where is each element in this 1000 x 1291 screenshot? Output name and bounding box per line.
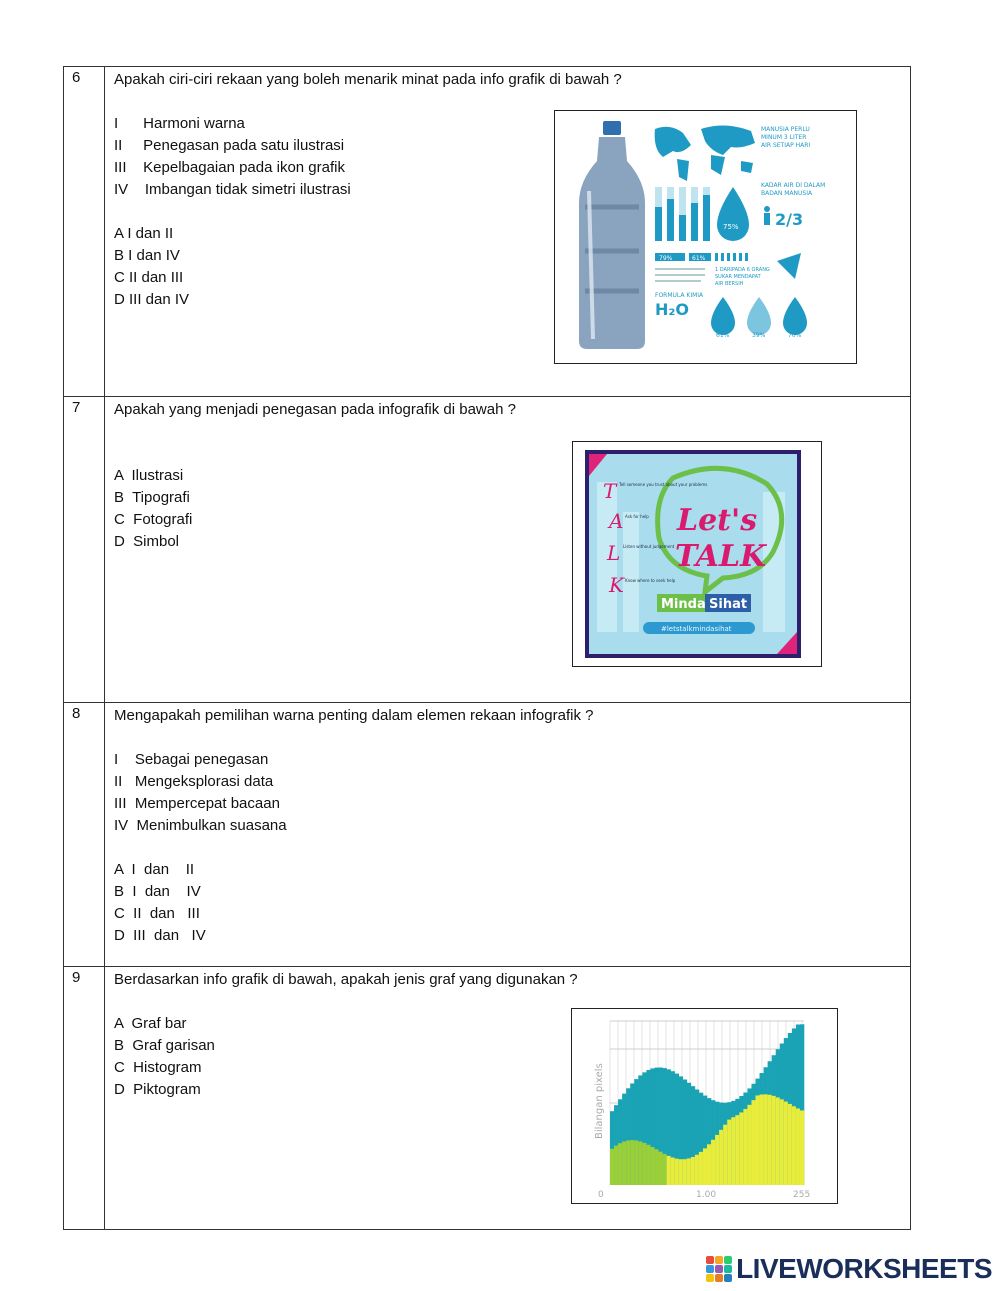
svg-text:61%: 61% [716, 332, 730, 339]
statement: IV Menimbulkan suasana [114, 817, 287, 834]
svg-text:39%: 39% [752, 332, 766, 339]
poster-talk: TALK [675, 539, 767, 574]
svg-text:Know where to seek help: Know where to seek help [625, 578, 676, 583]
histogram-bar [756, 1095, 760, 1185]
question-row-7 [64, 397, 910, 703]
histogram-bar [739, 1112, 743, 1185]
histogram-bar [642, 1143, 646, 1185]
poster-brand-sihat: Sihat [709, 597, 748, 612]
question-row-9 [64, 967, 910, 1229]
poster-brand-minda: Minda [661, 597, 706, 612]
statement: III Kepelbagaian pada ikon grafik [114, 159, 345, 176]
svg-text:Ask for help: Ask for help [625, 514, 649, 519]
histogram-bar [800, 1110, 804, 1185]
answer-option-d[interactable]: D Piktogram [114, 1081, 201, 1098]
histogram-bar [772, 1096, 776, 1185]
liveworksheets-logo-icon [706, 1256, 732, 1282]
histogram-bar [784, 1102, 788, 1185]
svg-text:KADAR AIR DI DALAM: KADAR AIR DI DALAM [761, 182, 826, 189]
poster-lets: Let's [677, 503, 758, 538]
histogram-bar [618, 1143, 622, 1185]
water-infographic-image [554, 110, 857, 364]
svg-text:1 DARIPADA 6 ORANG: 1 DARIPADA 6 ORANG [715, 267, 770, 273]
question-number: 6 [64, 67, 105, 396]
histogram-bar [796, 1108, 800, 1185]
answer-option-a[interactable]: A Ilustrasi [114, 467, 184, 484]
fig-text-pct75: 75% [723, 223, 739, 231]
answer-option-b[interactable]: B Tipografi [114, 489, 190, 506]
svg-text:T: T [603, 479, 617, 503]
answer-option-c[interactable]: C Histogram [114, 1059, 202, 1076]
question-number: 9 [64, 967, 105, 1229]
question-text: Mengapakah pemilihan warna penting dalam elemen rekaan infografik ? [114, 707, 594, 724]
answer-option-a[interactable]: A I dan II [114, 861, 195, 878]
histogram-bar [695, 1155, 699, 1185]
histogram-bar [675, 1159, 679, 1185]
histogram-bar [764, 1094, 768, 1185]
fig-text-formula-label: FORMULA KIMIA [655, 292, 704, 299]
histogram-bar [638, 1141, 642, 1185]
question-text: Apakah yang menjadi penegasan pada infografik di bawah ? [114, 401, 516, 418]
answer-option-c[interactable]: C Fotografi [114, 511, 193, 528]
svg-text:Tell someone you trust about y: Tell someone you trust about your problems [619, 482, 708, 487]
statement: III Mempercepat bacaan [114, 795, 280, 812]
liveworksheets-logo-text: LIVEWORKSHEETS [736, 1253, 992, 1284]
svg-text:SUKAR MENDAPAT: SUKAR MENDAPAT [715, 274, 761, 280]
histogram-ylabel: Bilangan pixels [594, 1063, 605, 1139]
statement: IV Imbangan tidak simetri ilustrasi [114, 181, 351, 198]
svg-text:AIR BERSIH: AIR BERSIH [715, 281, 744, 287]
histogram-bar [751, 1100, 755, 1185]
histogram-bar [691, 1157, 695, 1185]
answer-option-d[interactable]: D III dan IV [114, 927, 206, 944]
svg-text:Listen without judgement: Listen without judgement [623, 544, 675, 549]
question-table [63, 66, 911, 1230]
svg-text:A: A [609, 509, 624, 533]
fig-text-bar1: 79% [659, 255, 673, 262]
histogram-xtick: 1.00 [696, 1190, 717, 1200]
answer-option-b[interactable]: B Graf garisan [114, 1037, 215, 1054]
histogram-xtick: 0 [598, 1190, 604, 1200]
histogram-bar [667, 1156, 671, 1185]
question-text: Berdasarkan info grafik di bawah, apakah jenis graf yang digunakan ? [114, 971, 578, 988]
histogram-figure [572, 1009, 837, 1203]
person-icon [764, 206, 770, 225]
histogram-bar [707, 1144, 711, 1185]
question-number: 8 [64, 703, 105, 966]
lets-talk-poster [573, 442, 821, 666]
svg-text:L: L [607, 541, 621, 565]
histogram-bar [671, 1158, 675, 1185]
svg-text:AIR SETIAP HARI: AIR SETIAP HARI [761, 142, 811, 149]
histogram-bar [626, 1140, 630, 1185]
histogram-bar [747, 1105, 751, 1185]
answer-option-b[interactable]: B I dan IV [114, 883, 201, 900]
poster-hashtag: #letstalkmindasihat [661, 625, 732, 633]
histogram-bar [699, 1152, 703, 1185]
svg-text:K: K [609, 573, 624, 597]
water-infographic [555, 111, 856, 363]
histogram-bar [634, 1140, 638, 1185]
histogram-bar [731, 1117, 735, 1185]
svg-text:BADAN MANUSIA: BADAN MANUSIA [761, 190, 813, 197]
statement: II Mengeksplorasi data [114, 773, 274, 790]
histogram-bar [687, 1158, 691, 1185]
lets-talk-poster-image [572, 441, 822, 667]
histogram-bar [679, 1159, 683, 1185]
answer-option-c[interactable]: C II dan III [114, 269, 184, 286]
histogram-image [571, 1008, 838, 1204]
histogram-bar [659, 1152, 663, 1185]
histogram-bar [743, 1109, 747, 1185]
histogram-bar [614, 1146, 618, 1185]
histogram-bar [780, 1099, 784, 1185]
svg-text:70%: 70% [788, 332, 802, 339]
histogram-bar [792, 1106, 796, 1185]
histogram-bar [723, 1125, 727, 1185]
statement: I Harmoni warna [114, 115, 245, 132]
histogram-bar [630, 1140, 634, 1185]
question-content [114, 705, 900, 947]
histogram-bar [711, 1140, 715, 1185]
histogram-bar [703, 1148, 707, 1185]
statement: II Penegasan pada satu ilustrasi [114, 137, 345, 154]
histogram-bar [715, 1135, 719, 1185]
liveworksheets-logo [706, 1252, 992, 1286]
answer-option-b[interactable]: B I dan IV [114, 247, 180, 264]
histogram-bar [654, 1149, 658, 1185]
fig-text-fraction: 2/3 [775, 210, 804, 229]
question-row-8 [64, 703, 910, 967]
question-number: 7 [64, 397, 105, 702]
statement: I Sebagai penegasan [114, 751, 269, 768]
histogram-bar [776, 1097, 780, 1185]
histogram-bar [650, 1147, 654, 1185]
histogram-bar [760, 1095, 764, 1185]
histogram-bar [788, 1104, 792, 1185]
histogram-bar [727, 1120, 731, 1185]
histogram-bar [735, 1115, 739, 1185]
histogram-bar [622, 1141, 626, 1185]
question-row-6 [64, 67, 910, 397]
fig-text-title1: MANUSIA PERLU [761, 126, 810, 133]
histogram-bar [768, 1095, 772, 1185]
histogram-xtick: 255 [793, 1190, 811, 1200]
histogram-bar [646, 1145, 650, 1185]
histogram-bar [610, 1149, 614, 1185]
fig-text-bar2: 61% [692, 255, 706, 262]
question-text: Apakah ciri-ciri rekaan yang boleh menarik minat pada info grafik di bawah ? [114, 71, 622, 88]
histogram-bar [719, 1130, 723, 1185]
answer-option-d[interactable]: D Simbol [114, 533, 180, 550]
histogram-bar [663, 1154, 667, 1185]
answer-option-d[interactable]: D III dan IV [114, 291, 190, 308]
fig-text-formula: H₂O [655, 300, 689, 319]
answer-option-c[interactable]: C II dan III [114, 905, 200, 922]
svg-text:MINUM 3 LITER: MINUM 3 LITER [761, 134, 807, 141]
answer-option-a[interactable]: A Graf bar [114, 1015, 187, 1032]
histogram-bar [683, 1159, 687, 1185]
answer-option-a[interactable]: A I dan II [114, 225, 174, 242]
